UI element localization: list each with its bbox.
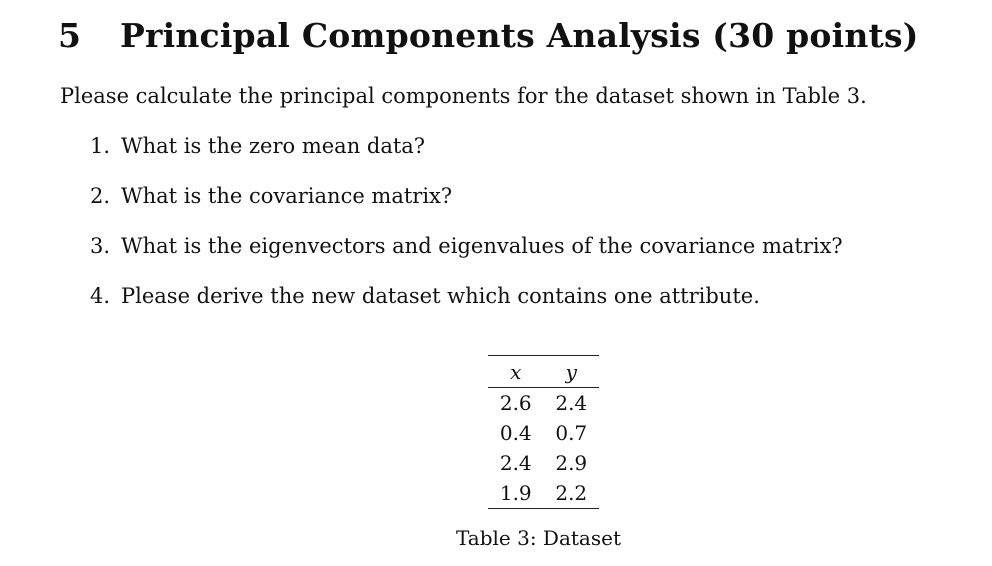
table-cell: 0.7 [555, 421, 588, 445]
table-cell: 2.4 [555, 391, 588, 415]
question-text: What is the eigenvectors and eigenvalues of the covariance matrix? [121, 234, 843, 258]
table-cell: 0.4 [499, 421, 532, 445]
table-row [488, 418, 599, 448]
question-number: 3. [90, 234, 111, 258]
question-text: What is the covariance matrix? [121, 184, 453, 208]
table-cell: 2.4 [499, 451, 532, 475]
table-cell: 2.6 [499, 391, 532, 415]
question-number: 1. [90, 134, 111, 158]
question-item [90, 184, 843, 234]
table-cell: 2.2 [555, 481, 588, 505]
section-number: 5 [58, 16, 82, 55]
dataset-table [488, 355, 599, 509]
table-row [488, 478, 599, 509]
question-item [90, 284, 843, 334]
column-header-y: y [544, 356, 600, 388]
section-heading [58, 16, 919, 55]
table-row [488, 448, 599, 478]
intro-paragraph: Please calculate the principal components for the dataset shown in Table 3. [60, 84, 867, 108]
table-cell: 1.9 [499, 481, 532, 505]
table-header-row [488, 356, 599, 388]
table-caption: Table 3: Dataset [456, 526, 621, 550]
question-list [90, 134, 843, 334]
section-title: Principal Components Analysis (30 points) [120, 16, 919, 55]
question-item [90, 134, 843, 184]
table-row [488, 388, 599, 419]
table-cell: 2.9 [555, 451, 588, 475]
question-item [90, 234, 843, 284]
question-number: 2. [90, 184, 111, 208]
question-number: 4. [90, 284, 111, 308]
question-text: Please derive the new dataset which contains one attribute. [121, 284, 760, 308]
question-text: What is the zero mean data? [121, 134, 426, 158]
column-header-x: x [488, 356, 544, 388]
